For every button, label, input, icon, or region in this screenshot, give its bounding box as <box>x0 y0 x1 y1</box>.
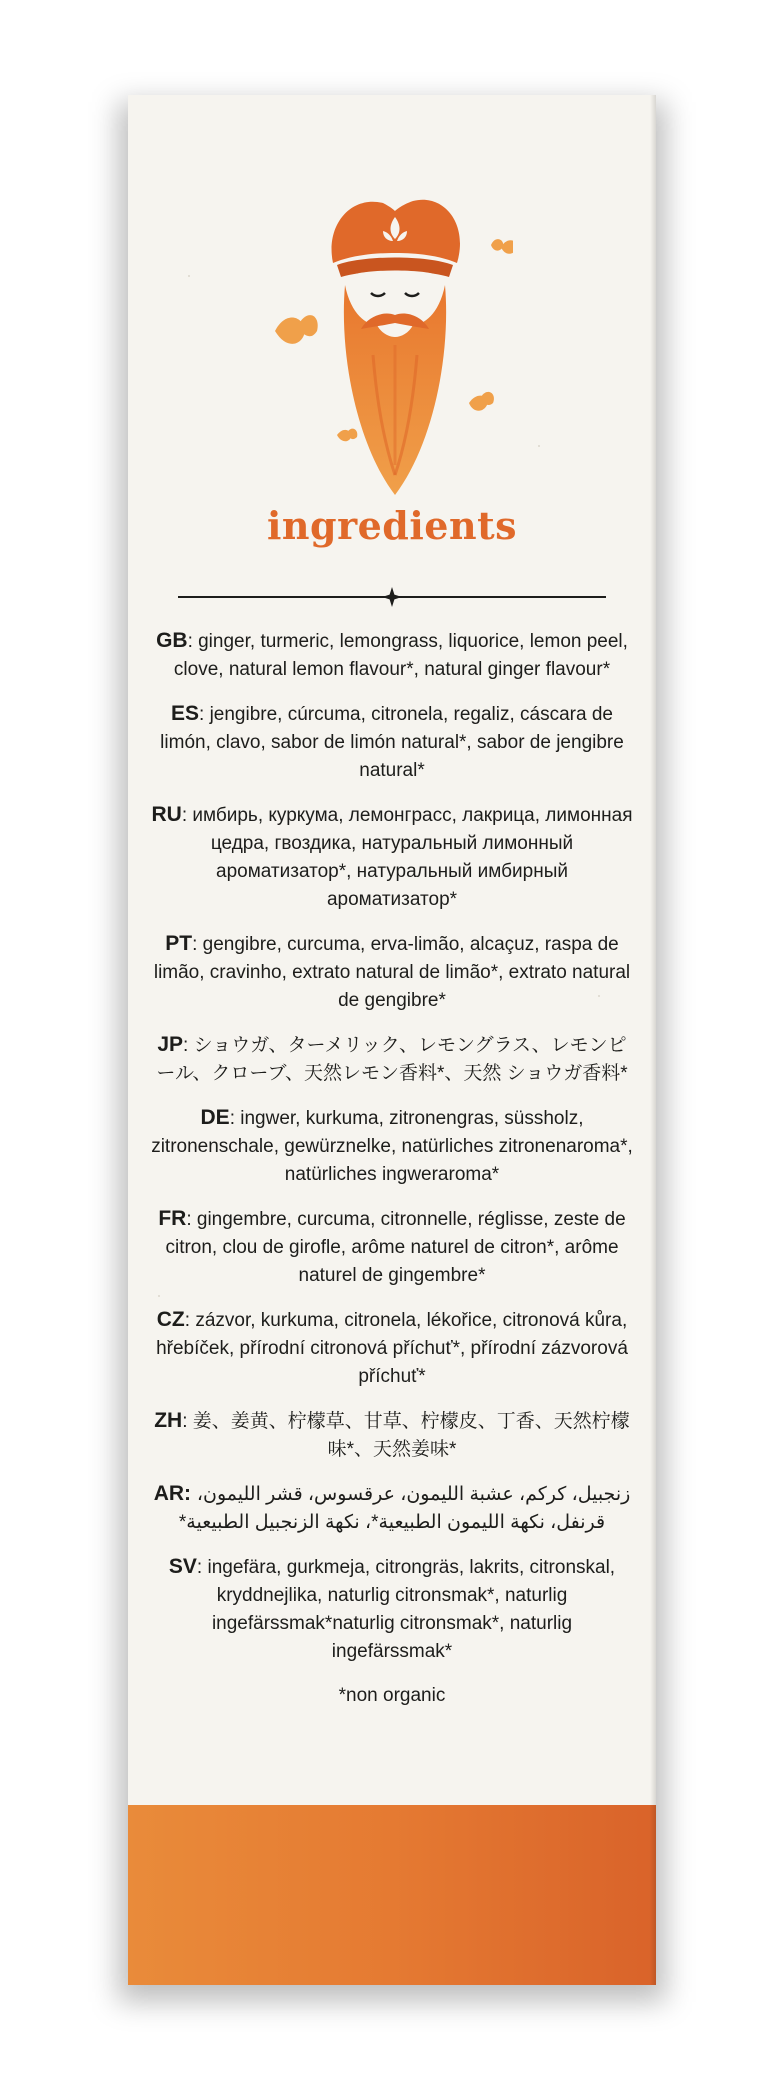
language-code: CZ <box>156 1308 185 1331</box>
butterfly-icon <box>469 392 494 411</box>
ingredient-entry-gb <box>150 627 634 684</box>
paper-speckle <box>538 445 540 447</box>
ingredient-entry-sv <box>150 1553 634 1666</box>
language-code: PT <box>165 932 193 955</box>
language-code: ES <box>171 702 200 725</box>
ingredient-text: : имбирь, куркума, лемонграсс, лакрица, лимонная цедра, гвоздика, натуральный лимонный ароматизатор*, натуральный имбирный ароматизатор* <box>181 805 633 910</box>
ingredient-text: : 姜、姜黄、柠檬草、甘草、柠檬皮、丁香、天然柠檬味*、天然姜味* <box>182 1411 630 1460</box>
ingredient-text: : ショウガ、ターメリック、レモングラス、レモンピール、クローブ、天然レモン香料*、天然 ショウガ香料* <box>156 1035 628 1084</box>
ingredient-text: : ginger, turmeric, lemongrass, liquorice, lemon peel, clove, natural lemon flavour*, natural ginger flavour* <box>173 631 628 680</box>
ingredients-list <box>150 627 634 1710</box>
ingredient-entry-ar: AR: زنجبيل، كركم، عشبة الليمون، عرقسوس، قشر الليمون، قرنفل، نكهة الليمون الطبيعية*، نكهة الزنجبيل الطبيعية* <box>153 1482 631 1533</box>
language-code: GB <box>156 629 188 652</box>
ingredient-text: : gengibre, curcuma, erva-limão, alcaçuz, raspa de limão, cravinho, extrato natural de limão*, extrato natural de gengibre* <box>153 934 631 1011</box>
ingredient-entry-es <box>150 700 634 785</box>
ornamental-divider <box>178 585 606 609</box>
ingredient-text: : gingembre, curcuma, citronnelle, réglisse, zeste de citron, clou de girofle, arôme naturel de citron*, arôme naturel de gingembre* <box>165 1209 626 1286</box>
butterfly-icon <box>275 315 318 344</box>
ingredient-entry-pt <box>150 930 634 1015</box>
diamond-ornament-icon <box>382 587 402 607</box>
ingredient-text: : ingefära, gurkmeja, citrongräs, lakrits, citronskal, kryddnejlika, naturlig citronsmak*, naturlig ingefärssmak*naturlig citronsmak*, naturlig ingefärssmak* <box>196 1557 616 1662</box>
language-code: AR <box>153 1482 185 1505</box>
language-code: FR <box>158 1207 187 1230</box>
ingredient-text: زنجبيل، كركم، عشبة الليمون، عرقسوس، قشر الليمون، قرنفل، نكهة الليمون الطبيعية*، نكهة الزنجبيل الطبيعية* <box>178 1484 631 1533</box>
package-edge-shading <box>650 95 656 1985</box>
ingredient-entry-ru <box>150 801 634 914</box>
paper-speckle <box>188 275 190 277</box>
language-code: DE <box>200 1106 230 1129</box>
butterfly-icon <box>491 239 513 254</box>
language-code: SV <box>168 1555 197 1578</box>
ingredient-entry-jp <box>150 1031 634 1088</box>
language-code: RU <box>151 803 182 826</box>
ingredient-entry-de <box>150 1104 634 1189</box>
ingredient-text: : ingwer, kurkuma, zitronengras, süssholz, zitronenschale, gewürznelke, natürliches zitronenaroma*, natürliches ingweraroma* <box>151 1108 633 1185</box>
language-code: JP <box>157 1033 184 1056</box>
package-side-panel <box>128 95 656 1985</box>
language-code: ZH <box>154 1409 183 1432</box>
ingredient-text: : zázvor, kurkuma, citronela, lékořice, citronová kůra, hřebíček, přírodní citronová příchuť*, přírodní zázvorová příchuť* <box>156 1310 628 1387</box>
ingredient-entry-zh <box>150 1407 634 1464</box>
orange-color-band <box>128 1805 656 1985</box>
footnote: *non organic <box>338 1685 446 1706</box>
ingredient-entry-cz <box>150 1306 634 1391</box>
butterfly-icon <box>337 429 357 442</box>
ingredient-text: : jengibre, cúrcuma, citronela, regaliz, cáscara de limón, clavo, sabor de limón natural*, sabor de jengibre natural* <box>160 704 624 781</box>
ingredient-entry-fr <box>150 1205 634 1290</box>
ingredients-heading: ingredients <box>266 503 518 548</box>
